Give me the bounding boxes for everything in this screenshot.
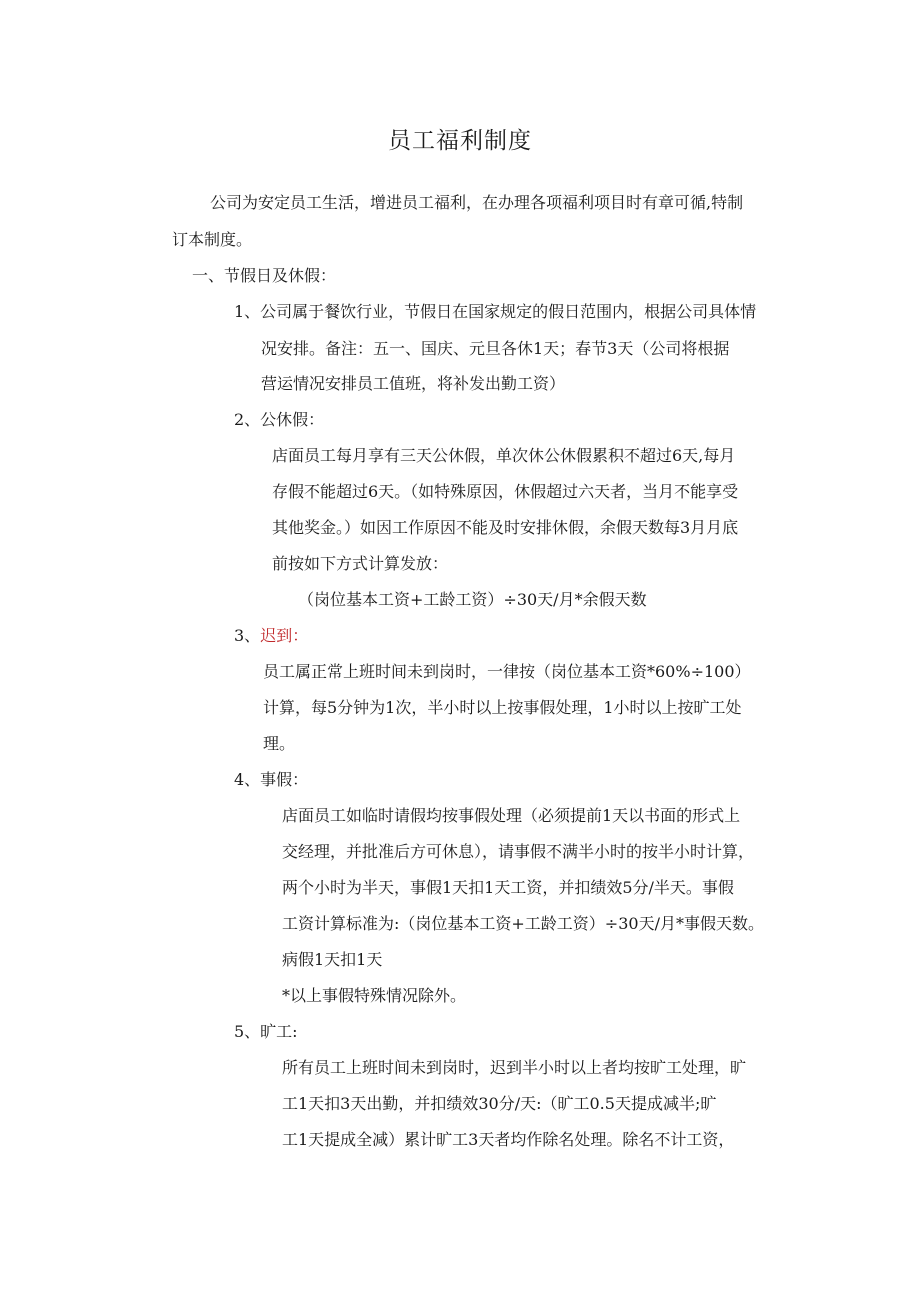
item2-line-2: 存假不能超过6天。（如特殊原因，休假超过六天者，当月不能享受 [272,482,739,501]
item3-line-1: 员工属正常上班时间未到岗时，一律按（岗位基本工资*60%÷100） [263,662,751,681]
document-title: 员工福利制度 [388,128,532,154]
item2-line-4: 前按如下方式计算发放： [272,554,449,573]
item4-line-2: 交经理，并批准后方可休息），请事假不满半小时的按半小时计算， [282,842,755,861]
item3-heading [234,626,308,646]
item5-line-3: 工1天提成全减）累计旷工3天者均作除名处理。除名不计工资， [282,1130,735,1149]
item2-formula: （岗位基本工资+工龄工资）÷30天/月*余假天数 [298,590,647,609]
item4-heading: 4、事假： [234,770,309,789]
item1-line-3: 营运情况安排员工值班，将补发出勤工资） [261,374,566,393]
item3-line-2: 计算，每5分钟为1次，半小时以上按事假处理，1小时以上按旷工处 [263,698,742,717]
item2-heading: 2、公休假： [234,410,325,429]
item5-line-1: 所有员工上班时间未到岗时，迟到半小时以上者均按旷工处理，旷 [282,1058,747,1077]
item1-line-2: 况安排。备注：五一、国庆、元旦各休1天；春节3天（公司将根据 [261,339,730,358]
item2-line-1: 店面员工每月享有三天公休假，单次休公休假累积不超过6天,每月 [272,446,736,465]
item4-line-5: 病假1天扣1天 [282,950,383,969]
intro-line-1: 公司为安定员工生活，增进员工福利，在办理各项福利项目时有章可循,特制 [210,193,744,212]
item4-line-4: 工资计算标准为:（岗位基本工资+工龄工资）÷30天/月*事假天数。 [282,914,764,933]
item4-line-3: 两个小时为半天，事假1天扣1天工资，并扣绩效5分/半天。事假 [282,878,734,897]
item3-label-late: 迟到： [260,626,309,645]
item3-line-3: 理。 [263,734,296,753]
item3-number: 3、 [234,626,261,645]
item4-line-1: 店面员工如临时请假均按事假处理（必须提前1天以书面的形式上 [282,806,741,825]
item5-heading: 5、旷工: [234,1022,298,1041]
item1-line-1: 1、公司属于餐饮行业，节假日在国家规定的假日范围内，根据公司具体情 [234,302,757,321]
section-heading-holidays: 一、节假日及休假： [192,266,337,285]
item5-line-2: 工1天扣3天出勤，并扣绩效30分/天:（旷工0.5天提成减半;旷 [282,1094,717,1113]
intro-line-2: 订本制度。 [172,230,253,249]
item2-line-3: 其他奖金。）如因工作原因不能及时安排休假，余假天数每3月月底 [272,518,739,537]
item4-line-6: *以上事假特殊情况除外。 [282,986,467,1005]
